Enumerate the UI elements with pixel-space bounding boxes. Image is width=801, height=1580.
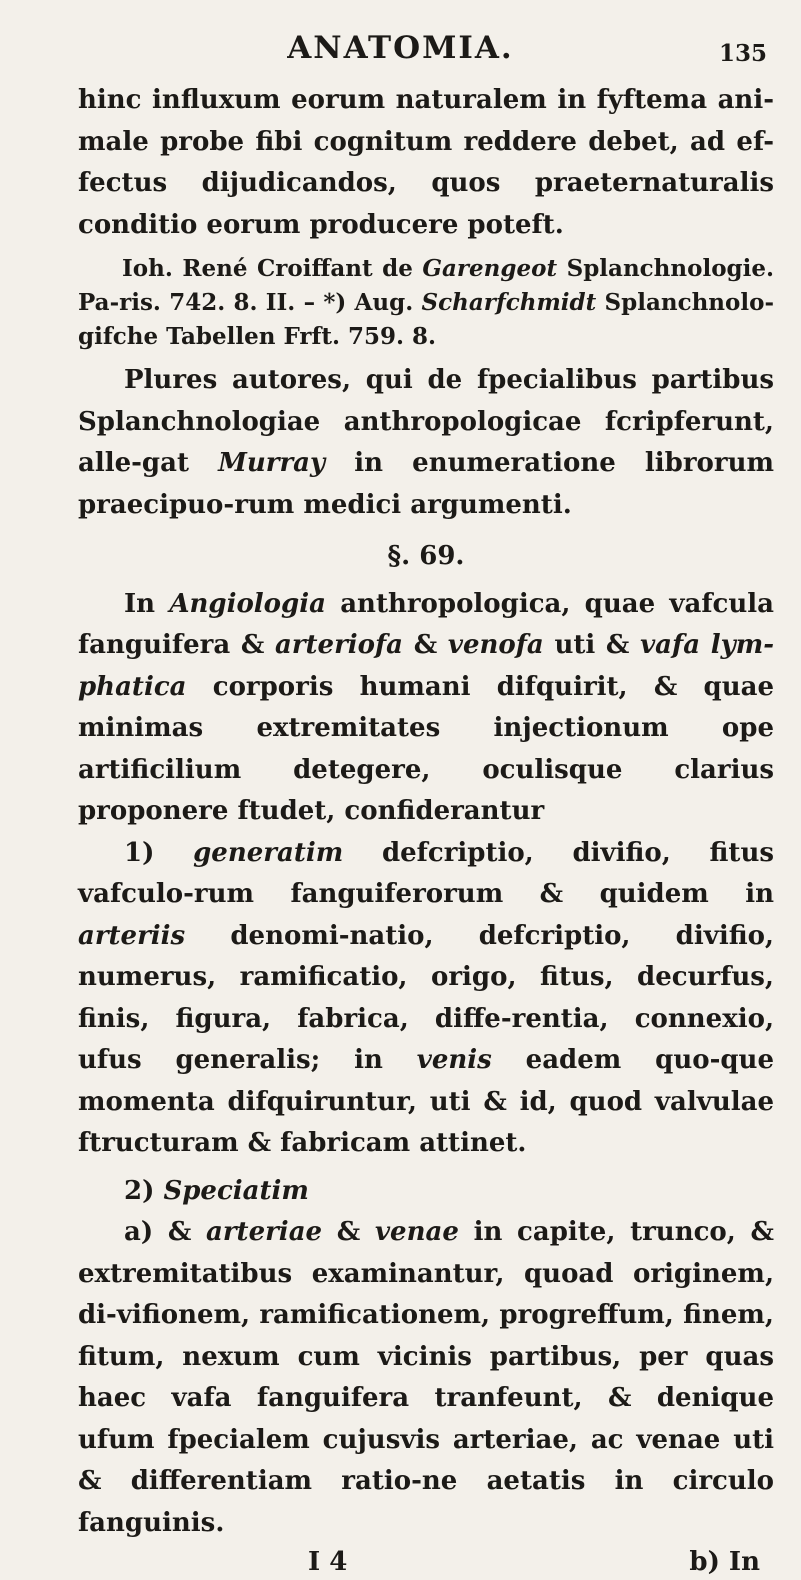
subheading-speciatim: 2) Speciatim <box>124 1175 309 1206</box>
body-text <box>78 80 774 1580</box>
paragraph-angiologia: In Angiologia anthropologica, quae vafcula fanguifera & arteriofa & venofa uti & vafa lym-phatica corporis humani difquirit, & quae minimas extremitates injectionum ope artificilium detegere, oculisque clarius proponere ftudet, confiderantur <box>78 588 775 826</box>
running-head <box>0 26 801 70</box>
author-name: Scharfchmidt <box>421 289 597 316</box>
paragraph-arteriae-venae: a) & arteriae & venae in capite, trunco, & extremitatibus examinantur, quoad originem, di-vifionem, ramificationem, progreffum, finem, fitum, nexum cum vicinis partibus, per quas haec vafa fanguifera tranfeunt, & denique ufum fpecialem cujusvis arteriae, ac venae uti & differentiam ratio-ne aetatis in circulo fanguinis. <box>78 1217 774 1538</box>
bibliographic-citation: Ioh. René Croiffant de Garengeot Splanchnologie. Pa-ris. 742. 8. II. – *) Aug. Scharfchmidt Splanchnolo-gifche Tabellen Frft. 759. 8. <box>78 255 775 350</box>
signature-mark: I 4 <box>308 1547 348 1577</box>
page-number: 135 <box>718 40 767 67</box>
catchword: b) In <box>689 1547 760 1577</box>
page-footer <box>78 1544 774 1580</box>
paragraph-generatim: 1) generatim defcriptio, divifio, fitus vafculo-rum fanguiferorum & quidem in arteriis denomi-natio, defcriptio, divifio, numerus, ramificatio, origo, fitus, decurfus, finis, figura, fabrica, diffe-rentia, connexio, ufus generalis; in venis eadem quo-que momenta difquiruntur, uti & id, quod valvulae ftructuram & fabricam attinet. <box>78 837 774 1158</box>
paragraph-plures: Plures autores, qui de fpecialibus partibus Splanchnologiae anthropologicae fcripferunt, alle-gat Murray in enumeratione librorum praecipuo-rum medici argumenti. <box>78 365 774 520</box>
running-title: ANATOMIA. <box>287 30 514 66</box>
author-name: Murray <box>218 448 326 478</box>
author-name: Garengeot <box>422 255 558 282</box>
paragraph-continuation: hinc influxum eorum naturalem in fyftema ani-male probe fibi cognitum reddere debet, ad ef-fectus dijudicandos, quos praeternaturalis conditio eorum producere poteft. <box>78 85 774 240</box>
section-heading: §. 69. <box>387 541 465 571</box>
